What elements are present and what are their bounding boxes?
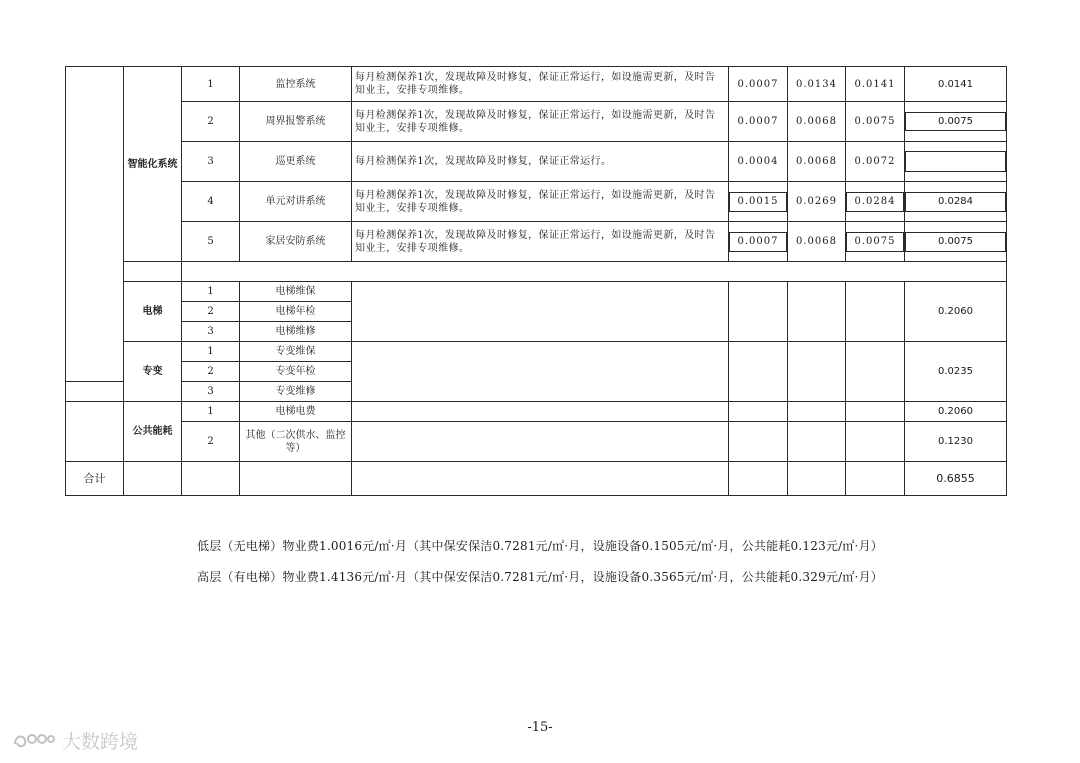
item-name: 专变维保	[240, 342, 352, 362]
group-label-smart: 智能化系统	[124, 67, 182, 262]
row-number: 2	[182, 362, 240, 382]
item-description: 每月检测保养1次，发现故障及时修复，保证正常运行，如设施需更新，及时告知业主，安排专项维修。	[352, 182, 729, 222]
table-row	[66, 402, 1007, 422]
empty-value	[729, 422, 788, 462]
row-number: 3	[182, 322, 240, 342]
row-number: 1	[182, 342, 240, 362]
table-row	[66, 342, 1007, 362]
empty-cell	[182, 262, 1007, 282]
empty-value	[729, 402, 788, 422]
empty-subcell	[847, 251, 904, 252]
empty-cell	[182, 462, 240, 496]
value-col-1: 0.0007	[730, 232, 787, 251]
left-margin-cell	[66, 382, 124, 402]
watermark	[12, 727, 138, 754]
row-number: 5	[182, 222, 240, 262]
empty-subcell	[847, 211, 904, 212]
empty-description	[352, 282, 729, 342]
table-row	[66, 222, 1007, 262]
item-description: 每月检测保养1次，发现故障及时修复，保证正常运行，如设施需更新，及时告知业主，安排专项维修。	[352, 222, 729, 262]
row-total-split	[905, 222, 1007, 262]
left-margin-cell	[66, 67, 124, 382]
page-number: -15-	[527, 720, 553, 735]
row-total: 0.1230	[905, 422, 1007, 462]
empty-subcell	[730, 251, 787, 252]
row-total: 0.0075	[906, 113, 1006, 131]
item-description: 每月检测保养1次，发现故障及时修复，保证正常运行，如设施需更新，及时告知业主，安排专项维修。	[352, 67, 729, 102]
value-col-2: 0.0134	[788, 67, 846, 102]
left-margin-cell	[66, 402, 124, 462]
empty-value	[788, 402, 846, 422]
empty-value	[788, 342, 846, 402]
empty-value	[788, 282, 846, 342]
row-total: 0.0141	[905, 67, 1007, 102]
item-name: 电梯维保	[240, 282, 352, 302]
value-col-1: 0.0007	[729, 67, 788, 102]
empty-subcell	[906, 251, 1006, 252]
row-total: 0.0284	[906, 192, 1006, 211]
empty-description	[352, 402, 729, 422]
group-label-energy: 公共能耗	[124, 402, 182, 462]
value-col-1: 0.0015	[730, 192, 787, 211]
row-number: 1	[182, 402, 240, 422]
value-col-3-split	[846, 182, 905, 222]
item-name: 家居安防系统	[240, 222, 352, 262]
empty-value	[846, 422, 905, 462]
value-col-3: 0.0075	[847, 232, 904, 251]
item-name: 电梯电费	[240, 402, 352, 422]
item-name: 巡更系统	[240, 142, 352, 182]
table-row	[66, 142, 1007, 182]
note-high-rise: 高层（有电梯）物业费1.4136元/㎡·月（其中保安保洁0.7281元/㎡·月，设施设备0.3565元/㎡·月，公共能耗0.329元/㎡·月）	[197, 570, 883, 584]
group-label-elevator: 电梯	[124, 282, 182, 342]
item-name: 监控系统	[240, 67, 352, 102]
value-col-2: 0.0068	[788, 222, 846, 262]
empty-cell	[124, 262, 182, 282]
group-total-elevator: 0.2060	[905, 282, 1007, 342]
row-number: 1	[182, 67, 240, 102]
table-row	[66, 102, 1007, 142]
row-number: 3	[182, 382, 240, 402]
spacer-row	[66, 262, 1007, 282]
value-col-2: 0.0068	[788, 142, 846, 182]
value-col-3: 0.0284	[847, 192, 904, 211]
item-name: 专变维修	[240, 382, 352, 402]
empty-value	[788, 422, 846, 462]
value-col-1-split	[729, 182, 788, 222]
item-name: 电梯年检	[240, 302, 352, 322]
group-total-transformer: 0.0235	[905, 342, 1007, 402]
value-col-1-split	[729, 222, 788, 262]
empty-value	[729, 342, 788, 402]
item-name: 专变年检	[240, 362, 352, 382]
sum-label: 合计	[66, 462, 124, 496]
watermark-text: 大数跨境	[62, 731, 139, 753]
row-total-split	[905, 142, 1007, 182]
empty-subcell	[906, 211, 1006, 212]
empty-description	[352, 342, 729, 402]
item-name: 其他（二次供水、监控等）	[240, 422, 352, 462]
row-total-split	[905, 102, 1007, 142]
row-total: 0.2060	[905, 402, 1007, 422]
row-number: 2	[182, 302, 240, 322]
empty-subcell	[730, 211, 787, 212]
row-total	[906, 152, 1006, 172]
item-name: 单元对讲系统	[240, 182, 352, 222]
table-row	[66, 182, 1007, 222]
empty-value	[846, 342, 905, 402]
empty-value	[846, 402, 905, 422]
empty-cell	[729, 462, 788, 496]
row-number: 1	[182, 282, 240, 302]
empty-subcell	[906, 172, 1006, 173]
brand-logo-icon	[12, 730, 56, 752]
table-row	[66, 422, 1007, 462]
empty-cell	[124, 462, 182, 496]
sum-total: 0.6855	[905, 462, 1007, 496]
row-number: 2	[182, 422, 240, 462]
value-col-3: 0.0141	[846, 67, 905, 102]
value-col-2: 0.0269	[788, 182, 846, 222]
empty-value	[729, 282, 788, 342]
sum-row	[66, 462, 1007, 496]
item-name: 周界报警系统	[240, 102, 352, 142]
empty-cell	[788, 462, 846, 496]
value-col-1: 0.0004	[729, 142, 788, 182]
value-col-1: 0.0007	[729, 102, 788, 142]
empty-value	[846, 282, 905, 342]
value-col-3: 0.0072	[846, 142, 905, 182]
fee-table	[65, 66, 1007, 496]
table-row	[66, 282, 1007, 302]
row-number: 2	[182, 102, 240, 142]
item-description: 每月检测保养1次，发现故障及时修复，保证正常运行。	[352, 142, 729, 182]
empty-cell	[352, 462, 729, 496]
group-label-transformer: 专变	[124, 342, 182, 402]
value-col-2: 0.0068	[788, 102, 846, 142]
empty-subcell	[906, 131, 1006, 132]
empty-description	[352, 422, 729, 462]
note-low-rise: 低层（无电梯）物业费1.0016元/㎡·月（其中保安保洁0.7281元/㎡·月，设施设备0.1505元/㎡·月，公共能耗0.123元/㎡·月）	[197, 539, 883, 553]
table-row	[66, 67, 1007, 102]
item-name: 电梯维修	[240, 322, 352, 342]
row-total-split	[905, 182, 1007, 222]
value-col-3-split	[846, 222, 905, 262]
empty-cell	[846, 462, 905, 496]
row-total: 0.0075	[906, 232, 1006, 251]
row-number: 3	[182, 142, 240, 182]
item-description: 每月检测保养1次，发现故障及时修复，保证正常运行，如设施需更新，及时告知业主，安排专项维修。	[352, 102, 729, 142]
value-col-3: 0.0075	[846, 102, 905, 142]
empty-cell	[240, 462, 352, 496]
row-number: 4	[182, 182, 240, 222]
